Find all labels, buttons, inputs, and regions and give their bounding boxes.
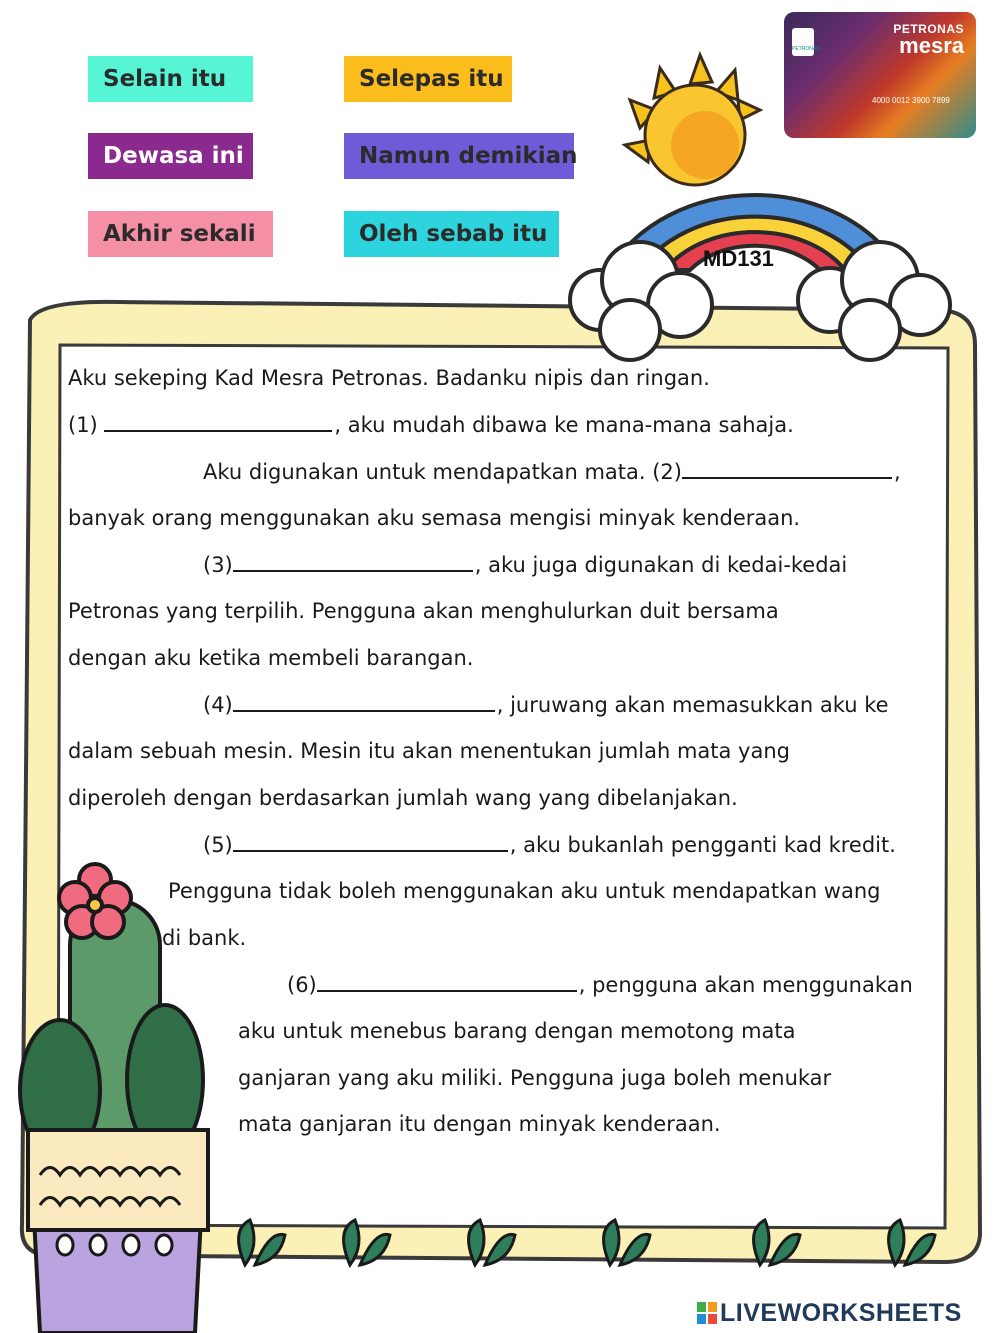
liveworksheets-icon xyxy=(697,1302,717,1324)
answer-blank-5[interactable] xyxy=(233,832,508,852)
passage-text: , aku juga digunakan di kedai-kedai xyxy=(474,553,848,577)
liveworksheets-logo xyxy=(697,1299,962,1328)
pot-icon xyxy=(28,1130,208,1333)
passage-line-10: diperoleh dengan berdasarkan jumlah wang yang dibelanjakan. xyxy=(68,786,738,810)
passage-line-9: dalam sebuah mesin. Mesin itu akan menentukan jumlah mata yang xyxy=(68,739,790,763)
worksheet-code: MD131 xyxy=(703,246,774,271)
passage-text: , juruwang akan memasukkan aku ke xyxy=(496,693,889,717)
blank-number-3: (3) xyxy=(203,553,233,577)
passage-text: , xyxy=(893,460,901,484)
answer-blank-2[interactable] xyxy=(682,459,892,479)
blank-number-1: (1) xyxy=(68,413,105,437)
passage-text: Aku digunakan untuk mendapatkan mata. (2) xyxy=(203,460,682,484)
passage-line-11 xyxy=(203,832,896,857)
footer-text: LIVEWORKSHEETS xyxy=(720,1299,962,1327)
answer-chip-dewasa-ini[interactable]: Dewasa ini xyxy=(88,133,253,179)
passage-text: , aku mudah dibawa ke mana-mana sahaja. xyxy=(334,413,794,437)
petronas-mesra-card-image xyxy=(784,12,976,138)
blank-number-6: (6) xyxy=(287,973,317,997)
passage-text: , aku bukanlah pengganti kad kredit. xyxy=(509,833,896,857)
answer-chip-namun-demikian[interactable]: Namun demikian xyxy=(344,133,574,179)
answer-blank-3[interactable] xyxy=(233,552,473,572)
card-brand-main: mesra xyxy=(899,33,964,58)
passage-line-2 xyxy=(68,412,794,437)
card-brand-top: PETRONAS xyxy=(893,22,964,36)
passage-line-14 xyxy=(287,972,913,997)
card-logo-text: PETRONAS xyxy=(792,46,820,52)
passage-line-4: banyak orang menggunakan aku semasa mengisi minyak kenderaan. xyxy=(68,506,801,530)
answer-chip-selepas-itu[interactable]: Selepas itu xyxy=(344,56,512,102)
card-brand xyxy=(893,22,964,56)
sun-icon xyxy=(625,55,760,185)
passage-line-12: Pengguna tidak boleh menggunakan aku untuk mendapatkan wang xyxy=(168,879,881,903)
passage-line-15: aku untuk menebus barang dengan memotong mata xyxy=(238,1019,796,1043)
passage-line-13: di bank. xyxy=(162,926,247,950)
petronas-logo-icon xyxy=(792,28,820,56)
answer-chip-akhir-sekali[interactable]: Akhir sekali xyxy=(88,211,273,257)
answer-blank-4[interactable] xyxy=(233,692,495,712)
answer-blank-6[interactable] xyxy=(317,972,577,992)
passage-line-3 xyxy=(203,459,901,484)
passage-line-5 xyxy=(203,552,847,577)
passage-line-7: dengan aku ketika membeli barangan. xyxy=(68,646,474,670)
answer-chip-selain-itu[interactable]: Selain itu xyxy=(88,56,253,102)
passage-text: , pengguna akan menggunakan xyxy=(578,973,913,997)
passage-line-16: ganjaran yang aku miliki. Pengguna juga boleh menukar xyxy=(238,1066,832,1090)
blank-number-5: (5) xyxy=(203,833,233,857)
answer-blank-1[interactable] xyxy=(104,412,332,432)
answer-chip-oleh-sebab-itu[interactable]: Oleh sebab itu xyxy=(344,211,559,257)
passage-line-8 xyxy=(203,692,889,717)
blank-number-4: (4) xyxy=(203,693,233,717)
passage-line-6: Petronas yang terpilih. Pengguna akan menghulurkan duit bersama xyxy=(68,599,779,623)
card-number: 4000 0012 3900 7899 xyxy=(872,96,950,105)
passage-line-1: Aku sekeping Kad Mesra Petronas. Badanku nipis dan ringan. xyxy=(68,366,710,390)
passage-line-17: mata ganjaran itu dengan minyak kenderaan. xyxy=(238,1112,721,1136)
